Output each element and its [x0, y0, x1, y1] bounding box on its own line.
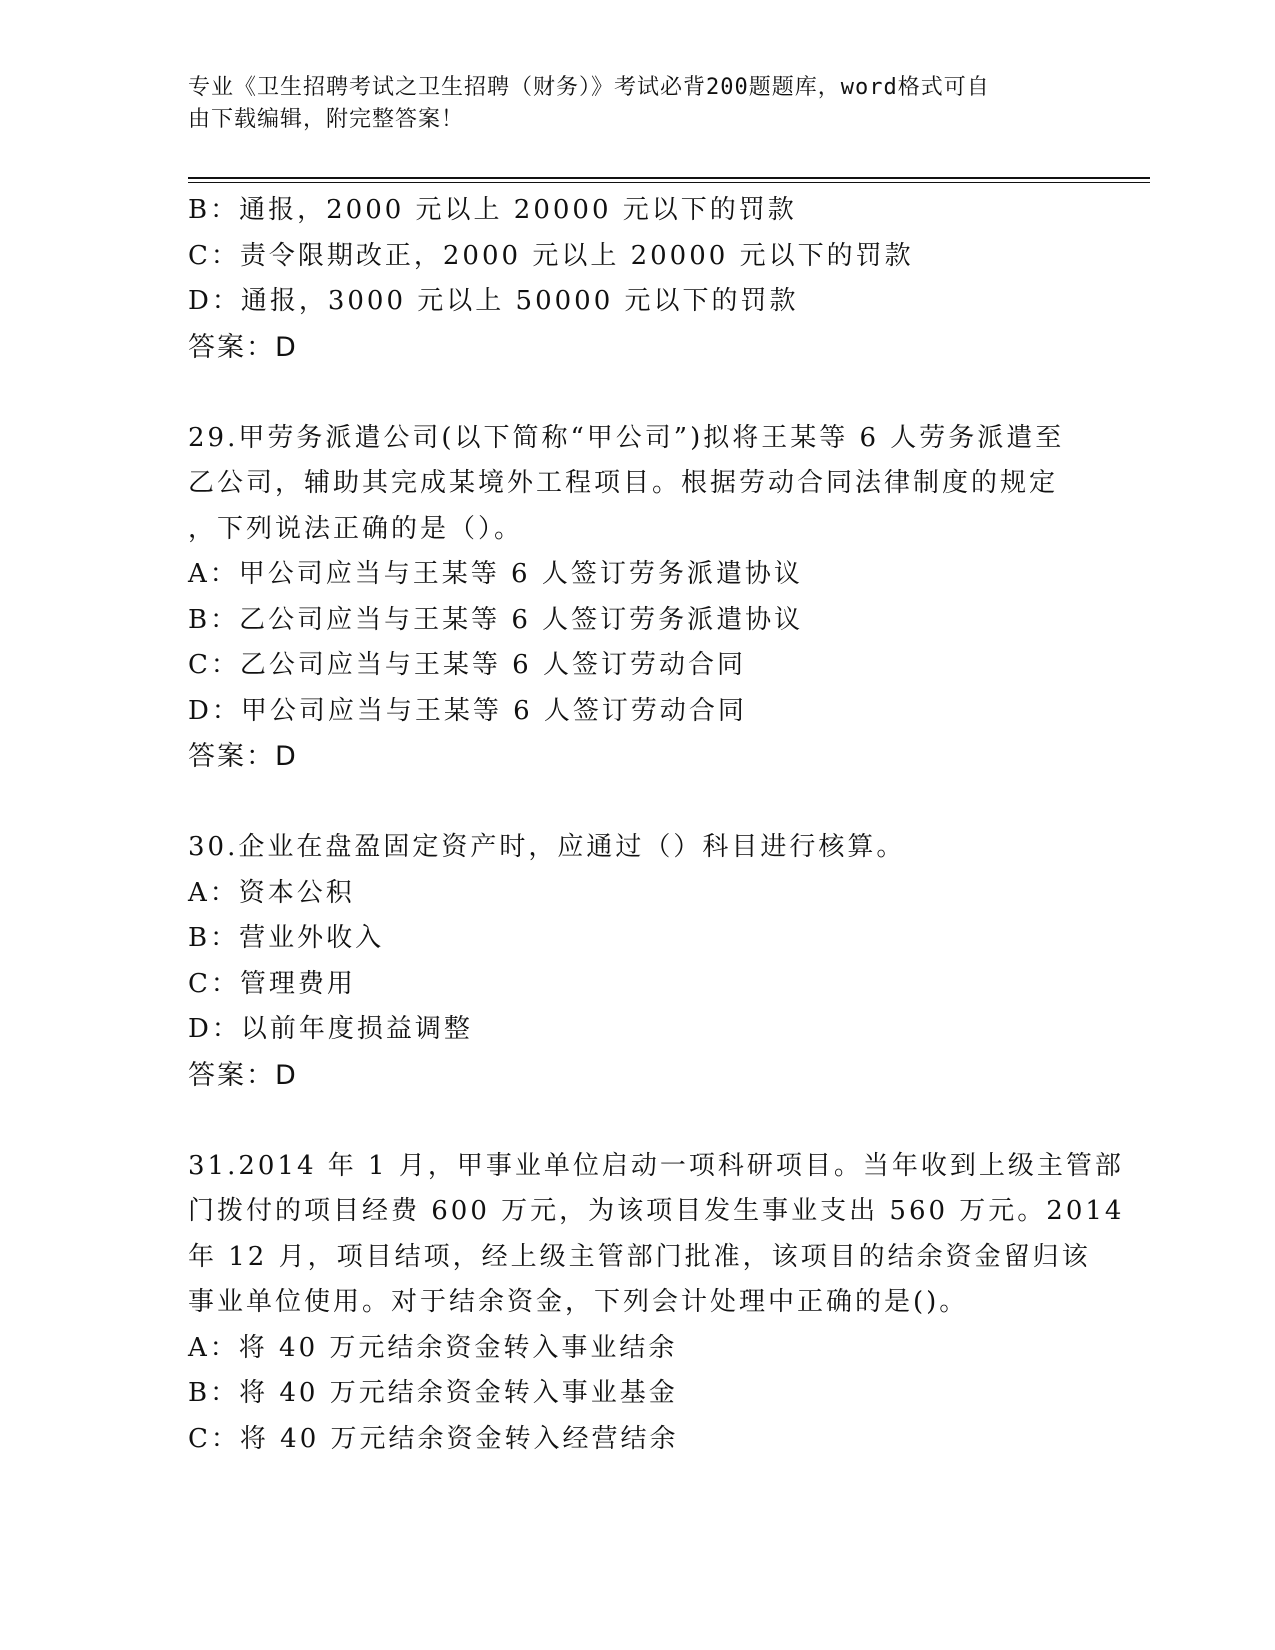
question-stem-line: 30.企业在盘盈固定资产时，应通过（）科目进行核算。 [188, 832, 906, 862]
header-divider-thin [188, 182, 1150, 183]
option-c: C：责令限期改正，2000 元以上 20000 元以下的罚款 [188, 240, 914, 271]
option-c: C：管理费用 [188, 968, 356, 999]
option-b: B：通报，2000 元以上 20000 元以下的罚款 [188, 195, 797, 225]
option-b: B：营业外收入 [188, 923, 385, 953]
question-stem-line: 门拨付的项目经费 600 万元，为该项目发生事业支出 560 万元。2014 [188, 1196, 1125, 1226]
page-body [188, 188, 1125, 1462]
header-line: 由下载编辑，附完整答案！ [188, 107, 465, 132]
option-a: A：资本公积 [188, 877, 355, 908]
question-31 [188, 1144, 1125, 1463]
answer-line: 答案：D [188, 741, 298, 772]
spacer [188, 370, 1088, 416]
question-stem-line: 31.2014 年 1 月，甲事业单位启动一项科研项目。当年收到上级主管部 [188, 1150, 1124, 1181]
question-28-tail [188, 188, 1088, 370]
header-line: 专业《卫生招聘考试之卫生招聘（财务）》考试必背200题题库，word格式可自 [188, 75, 990, 100]
question-stem-line: 年 12 月，项目结项，经上级主管部门批准，该项目的结余资金留归该 [188, 1241, 1091, 1272]
document-header [188, 72, 1068, 136]
question-stem-line: 乙公司，辅助其完成某境外工程项目。根据劳动合同法律制度的规定 [188, 468, 1059, 498]
answer-line: 答案：D [188, 1059, 298, 1091]
question-29 [188, 416, 1088, 780]
option-d: D：通报，3000 元以上 50000 元以下的罚款 [188, 286, 799, 316]
question-stem-line: 29.甲劳务派遣公司(以下简称“甲公司”)拟将王某等 6 人劳务派遣至 [188, 422, 1065, 453]
spacer [188, 1098, 1088, 1144]
question-stem-line: 事业单位使用。对于结余资金，下列会计处理中正确的是()。 [188, 1287, 969, 1317]
option-a: A：将 40 万元结余资金转入事业结余 [188, 1332, 678, 1363]
option-b: B：将 40 万元结余资金转入事业基金 [188, 1378, 678, 1408]
option-c: C：乙公司应当与王某等 6 人签订劳动合同 [188, 650, 746, 680]
option-d: D：甲公司应当与王某等 6 人签订劳动合同 [188, 695, 747, 726]
answer-line: 答案：D [188, 331, 298, 363]
option-d: D：以前年度损益调整 [188, 1014, 473, 1044]
header-divider [188, 177, 1150, 179]
spacer [188, 780, 1088, 826]
option-c: C：将 40 万元结余资金转入经营结余 [188, 1423, 679, 1454]
option-a: A：甲公司应当与王某等 6 人签订劳务派遣协议 [188, 559, 803, 589]
option-b: B：乙公司应当与王某等 6 人签订劳务派遣协议 [188, 604, 804, 635]
question-stem-line: ，下列说法正确的是（）。 [188, 513, 524, 544]
question-30 [188, 825, 1088, 1098]
